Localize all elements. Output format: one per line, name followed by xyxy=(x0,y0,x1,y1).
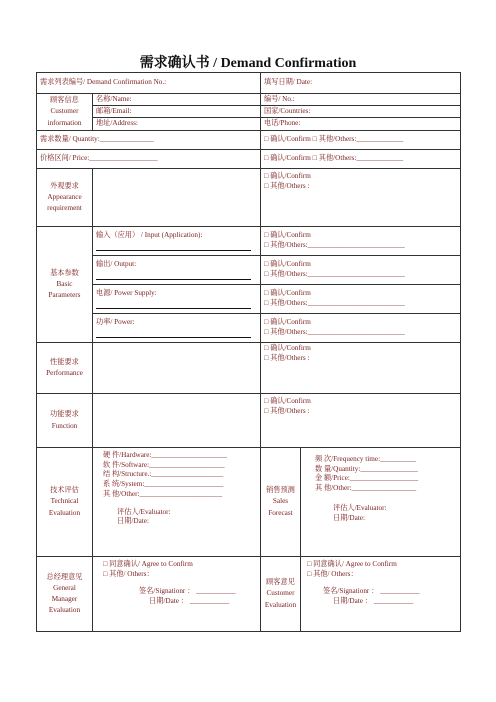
customer-country-field[interactable]: 国家/Countries: xyxy=(261,106,461,118)
power-options[interactable]: □ 确认/Confirm □ 其他/Others:___________________________ xyxy=(261,314,461,343)
technical-evaluator: 评估人/Evaluator: xyxy=(117,507,171,516)
customer-name-field[interactable]: 名称/Name: xyxy=(93,94,261,106)
input-options[interactable]: □ 确认/Confirm □ 其他/Others:___________________________ xyxy=(261,227,461,256)
appearance-section: 外观要求 Appearance requirement xyxy=(37,169,93,227)
power-field[interactable]: 功率/ Power: xyxy=(93,314,261,343)
power-supply-field[interactable]: 电源/ Power Supply: xyxy=(93,285,261,314)
customer-evaluation-fields[interactable] xyxy=(301,557,461,632)
customer-others-checkbox: □ 其他/ Others： xyxy=(307,569,358,578)
general-manager-section: 总经理意见 General Manager Evaluation xyxy=(37,557,93,632)
sales-evaluator: 评估人/Evaluator: xyxy=(333,503,387,512)
gm-agree-checkbox: □ 同意确认/ Agree to Confirm xyxy=(103,560,193,568)
performance-input[interactable] xyxy=(93,343,261,394)
customer-info-section: 顾客信息 Customer information xyxy=(37,94,93,131)
page-title: 需求确认书 / Demand Confirmation xyxy=(139,56,357,71)
output-field[interactable]: 输出/ Output: xyxy=(93,256,261,285)
price-options[interactable]: □ 确认/Confirm □ 其他/Others:_____________ xyxy=(261,150,461,169)
appearance-input[interactable] xyxy=(93,169,261,227)
customer-email-field[interactable]: 邮箱/Email: xyxy=(93,106,261,118)
quantity-options[interactable]: □ 确认/Confirm □ 其他/Others:_____________ xyxy=(261,131,461,150)
general-manager-fields[interactable] xyxy=(93,557,261,632)
output-options[interactable]: □ 确认/Confirm □ 其他/Others:___________________________ xyxy=(261,256,461,285)
input-application-field[interactable]: 输入（应用） / Input (Application): xyxy=(93,227,261,256)
power-supply-options[interactable]: □ 确认/Confirm □ 其他/Others:___________________________ xyxy=(261,285,461,314)
function-section: 功能要求 Function xyxy=(37,394,93,448)
appearance-options[interactable]: □ 确认/Confirm □ 其他/Others : xyxy=(261,169,461,227)
function-options[interactable]: □ 确认/Confirm □ 其他/Others : xyxy=(261,394,461,448)
technical-evaluation-fields[interactable]: 硬 件/Hardware:_____________________ 软 件/Software:_____________________ 结 构/Structure.:____________________ 系 统/System:______________________ 其 他/Other:_______________________ 评估人/Evaluator: 日期/Date: xyxy=(93,448,261,557)
demand-confirmation-form xyxy=(36,72,461,632)
customer-signature: 签名/Signationr ： ___________ xyxy=(323,587,420,596)
basic-parameters-section: 基本参数 Basic Parameters xyxy=(37,227,93,343)
customer-date: 日期/Date ： ___________ xyxy=(333,597,414,606)
sales-date: 日期/Date: xyxy=(333,513,365,522)
sales-forecast-section: 销售预测 Sales Forecast xyxy=(261,448,301,557)
gm-date: 日期/Date ： ___________ xyxy=(149,597,230,606)
demand-no-field[interactable]: 需求列表编号/ Demand Confirmation No.: xyxy=(37,73,261,94)
quantity-field[interactable]: 需求数量/ Quantity:_______________ xyxy=(37,131,261,150)
price-field[interactable]: 价格区间/ Price:___________________ xyxy=(37,150,261,169)
function-input[interactable] xyxy=(93,394,261,448)
gm-signature: 签名/Signationr ： ___________ xyxy=(139,587,236,596)
customer-evaluation-section: 顾客意见 Customer Evaluation xyxy=(261,557,301,632)
fill-date-field[interactable]: 填写日期/ Date: xyxy=(261,73,461,94)
customer-agree-checkbox: □ 同意确认/ Agree to Confirm xyxy=(307,560,397,568)
customer-phone-field[interactable]: 电话/Phone: xyxy=(261,118,461,131)
performance-section: 性能要求 Performance xyxy=(37,343,93,394)
customer-address-field[interactable]: 地址/Address: xyxy=(93,118,261,131)
technical-evaluation-section: 技术评估 Technical Evaluation xyxy=(37,448,93,557)
performance-options[interactable]: □ 确认/Confirm □ 其他/Others : xyxy=(261,343,461,394)
technical-date: 日期/Date: xyxy=(117,517,149,526)
gm-others-checkbox: □ 其他/ Others： xyxy=(103,569,154,578)
sales-forecast-fields[interactable]: 频 次/Frequency time:__________ 数 量/Quantity:________________ 金 额/Price:___________________ 其 他/Other:__________________ 评估人/Evaluator: 日期/Date: xyxy=(301,448,461,557)
customer-no-field[interactable]: 编号/ No.: xyxy=(261,94,461,106)
